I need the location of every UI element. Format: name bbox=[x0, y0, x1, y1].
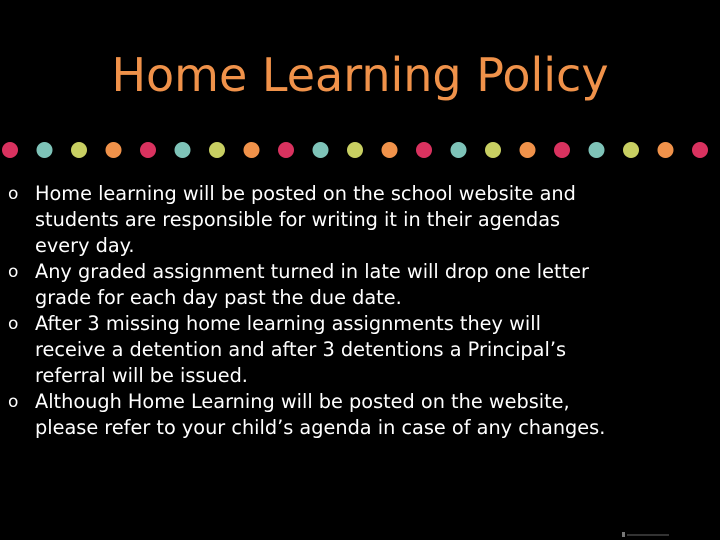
bullet-marker: o bbox=[8, 184, 19, 204]
bullet-line: Although Home Learning will be posted on the website, bbox=[35, 390, 570, 413]
slide-title: Home Learning Policy bbox=[111, 48, 609, 102]
bullet-marker: o bbox=[8, 392, 19, 412]
bullet-item bbox=[8, 311, 708, 389]
divider-dot bbox=[209, 142, 225, 158]
divider-dot bbox=[623, 142, 639, 158]
divider-dot bbox=[278, 142, 294, 158]
bullet-list bbox=[8, 181, 708, 441]
divider-dot bbox=[451, 142, 467, 158]
divider-dot bbox=[520, 142, 536, 158]
divider-dot bbox=[589, 142, 605, 158]
bullet-item bbox=[8, 389, 708, 441]
bullet-item bbox=[8, 259, 708, 311]
divider-dot bbox=[554, 142, 570, 158]
bullet-line: referral will be issued. bbox=[35, 364, 248, 387]
bullet-line: receive a detention and after 3 detentions a Principal’s bbox=[35, 338, 567, 361]
divider-dot bbox=[692, 142, 708, 158]
divider-dot bbox=[658, 142, 674, 158]
dot-divider-graphic bbox=[0, 141, 720, 159]
divider-dot bbox=[37, 142, 53, 158]
divider-dot bbox=[416, 142, 432, 158]
divider-dot bbox=[347, 142, 363, 158]
bullet-line: grade for each day past the due date. bbox=[35, 286, 402, 309]
bullet-line: please refer to your child’s agenda in case of any changes. bbox=[35, 416, 606, 439]
bullet-line: students are responsible for writing it in their agendas bbox=[35, 208, 561, 231]
divider-dot bbox=[485, 142, 501, 158]
bullet-item bbox=[8, 181, 708, 259]
divider-dot bbox=[244, 142, 260, 158]
divider-dot bbox=[175, 142, 191, 158]
dot-divider bbox=[0, 141, 720, 159]
bullet-line: Home learning will be posted on the school website and bbox=[35, 182, 576, 205]
divider-dot bbox=[2, 142, 18, 158]
divider-dot bbox=[313, 142, 329, 158]
bullet-line: Any graded assignment turned in late will drop one letter bbox=[35, 260, 589, 283]
bullet-marker: o bbox=[8, 314, 19, 334]
divider-dot bbox=[106, 142, 122, 158]
bullet-marker: o bbox=[8, 262, 19, 282]
divider-dot bbox=[382, 142, 398, 158]
watermark-logo bbox=[622, 531, 670, 538]
divider-dot bbox=[71, 142, 87, 158]
bullet-line: every day. bbox=[35, 234, 135, 257]
divider-dot bbox=[140, 142, 156, 158]
bullet-line: After 3 missing home learning assignments they will bbox=[35, 312, 541, 335]
